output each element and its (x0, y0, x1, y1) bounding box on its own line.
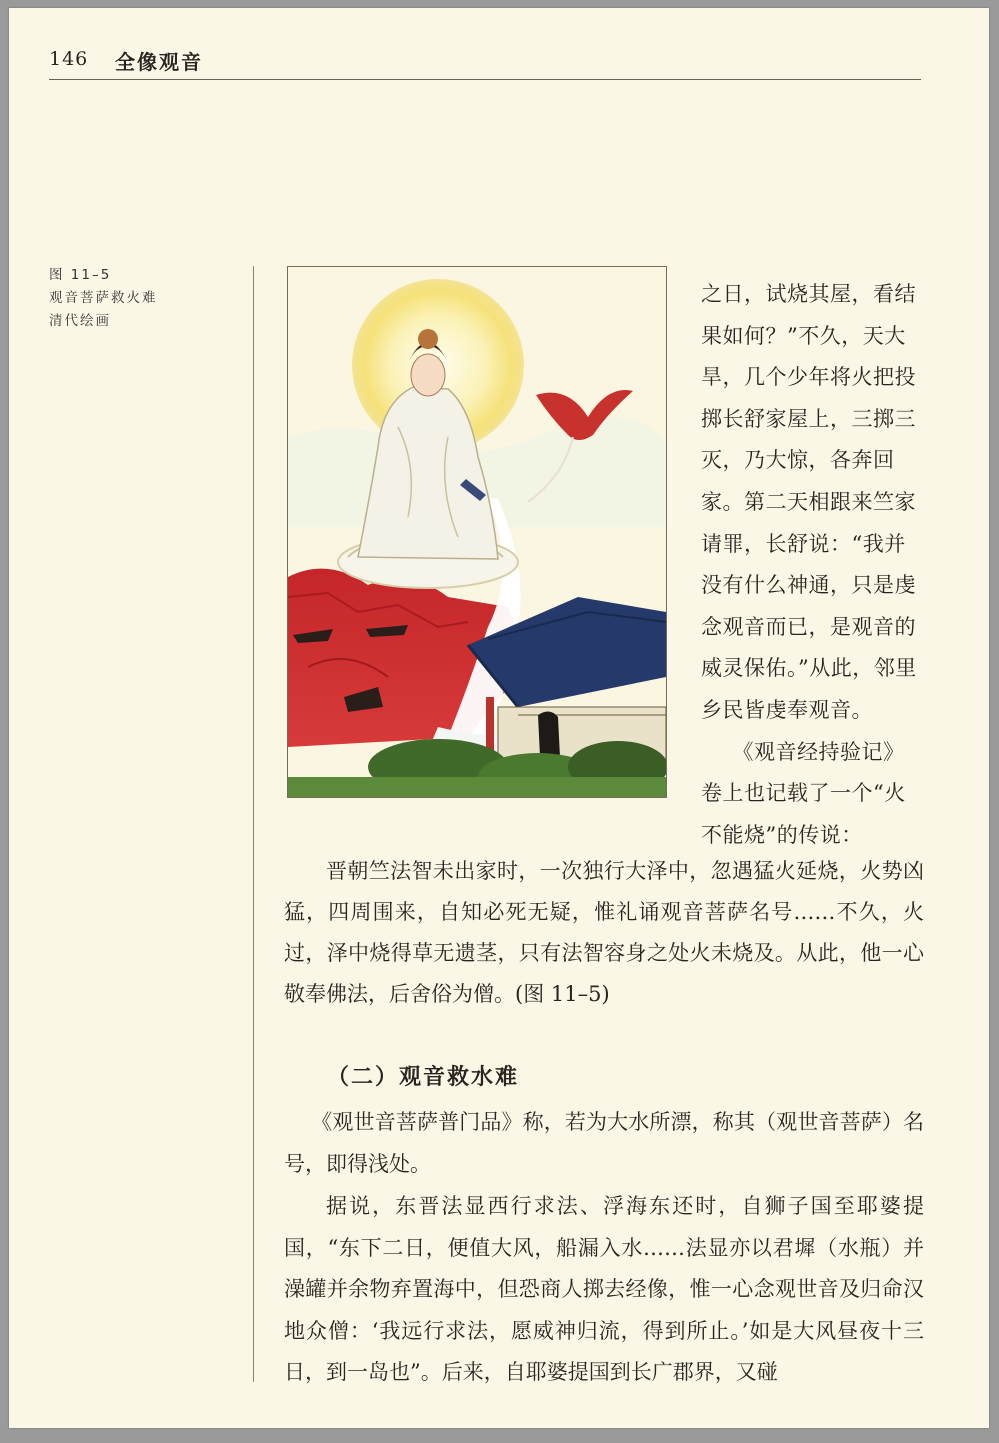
section-heading: （二）观音救水难 (327, 1064, 520, 1090)
book-title: 全像观音 (115, 50, 203, 74)
section-body (284, 1102, 924, 1395)
right-column-text (701, 274, 923, 856)
sidebar-rule (253, 266, 254, 1382)
paragraph: 据说，东晋法显西行求法、浮海东还时，自狮子国至耶婆提国，“东下二日，便值大风，船漏入水……法显亦以君墀（水瓶）并澡罐并余物弃置海中，但恐商人掷去经像，惟一心念观世音及归命汉地众僧：‘我远行求法，愿威神归流，得到所止。’如是大风昼夜十三日，到一岛也”。后来，自耶婆提国到长广郡界，又碰 (284, 1194, 924, 1384)
paragraph: 《观音经持验记》卷上也记载了一个“火不能烧”的传说： (701, 739, 906, 847)
paragraph: 《观世音菩萨普门品》称，若为大水所漂，称其（观世音菩萨）名号，即得浅处。 (284, 1110, 924, 1176)
figure-id: 图 11–5 (49, 267, 112, 283)
paragraph: 之日，试烧其屋，看结果如何？”不久，天大旱，几个少年将火把投掷长舒家屋上，三掷三灭，乃大惊，各奔回家。第二天相跟来竺家请罪，长舒说：“我并没有什么神通，只是虔念观音而已，是观音的威灵保佑。”从此，邻里乡民皆虔奉观音。 (701, 282, 917, 722)
figure-caption (49, 264, 158, 333)
header-rule (49, 79, 921, 80)
page-number: 146 (49, 48, 89, 70)
body-text (284, 851, 924, 1015)
figure-title: 观音菩萨救火难 (49, 290, 158, 306)
book-page (9, 8, 989, 1428)
guanyin-painting-icon (288, 267, 666, 797)
guanyin-painting (287, 266, 667, 798)
figure-period: 清代绘画 (49, 313, 111, 329)
paragraph: 晋朝竺法智未出家时，一次独行大泽中，忽遇猛火延烧，火势凶猛，四周围来，自知必死无疑，惟礼诵观音菩萨名号……不久，火过，泽中烧得草无遗茎，只有法智容身之处火未烧及。从此，他一心敬奉佛法，后舍俗为僧。(图 11–5) (284, 859, 924, 1006)
running-header (49, 48, 929, 88)
